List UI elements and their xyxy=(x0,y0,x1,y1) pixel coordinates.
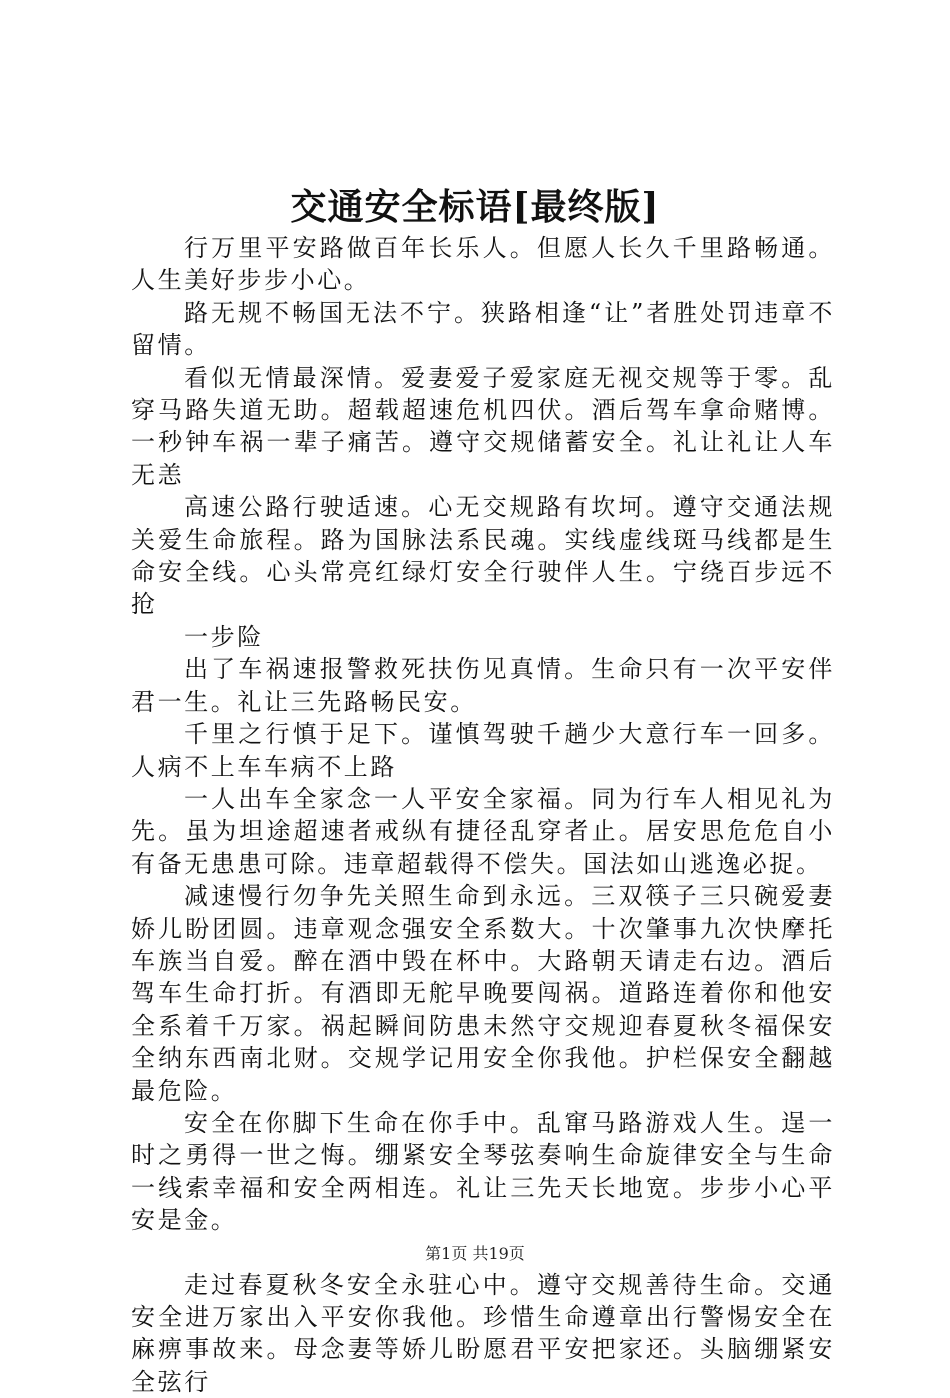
paragraph: 一步险 xyxy=(184,622,264,651)
document-title: 交通安全标语[最终版] xyxy=(290,186,660,228)
paragraph: 走过春夏秋冬安全永驻心中。遵守交规善待生命。交通安全进万家出入平安你我他。珍惜生命遵章出行警惕安全在麻痹事故来。母念妻等娇儿盼愿君平安把家还。头脑绷紧安全弦行 xyxy=(131,1270,835,1396)
document-body xyxy=(131,232,835,1398)
paragraph: 出了车祸速报警救死扶伤见真情。生命只有一次平安伴君一生。礼让三先路畅民安。 xyxy=(131,655,835,716)
paragraph: 减速慢行勿争先关照生命到永远。三双筷子三只碗爱妻娇儿盼团圆。违章观念强安全系数大。十次肇事九次快摩托车族当自爱。醉在酒中毁在杯中。大路朝天请走右边。酒后驾车生命打折。有酒即无舵早晚要闯祸。道路连着你和他安全系着千万家。祸起瞬间防患未然守交规迎春夏秋冬福保安全纳东西南北财。交规学记用安全你我他。护栏保安全翻越最危险。 xyxy=(131,882,835,1105)
paragraph: 路无规不畅国无法不宁。狭路相逢“让”者胜处罚违章不留情。 xyxy=(131,298,835,360)
paragraph: 看似无情最深情。爱妻爱子爱家庭无视交规等于零。乱穿马路失道无助。超载超速危机四伏。酒后驾车拿命赌博。一秒钟车祸一辈子痛苦。遵守交规储蓄安全。礼让礼让人车无恙 xyxy=(131,363,835,489)
paragraph: 千里之行慎于足下。谨慎驾驶千趟少大意行车一回多。人病不上车车病不上路 xyxy=(131,720,835,781)
paragraph: 安全在你脚下生命在你手中。乱窜马路游戏人生。逞一时之勇得一世之悔。绷紧安全琴弦奏响生命旋律安全与生命一线索幸福和安全两相连。礼让三先天长地宽。步步小心平安是金。 xyxy=(131,1108,835,1235)
page-footer: 第1页 共19页 xyxy=(425,1244,525,1263)
paragraph: 高速公路行驶适速。心无交规路有坎坷。遵守交通法规关爱生命旅程。路为国脉法系民魂。实线虚线斑马线都是生命安全线。心头常亮红绿灯安全行驶伴人生。宁绕百步远不抢 xyxy=(131,493,835,619)
paragraph: 一人出车全家念一人平安全家福。同为行车人相见礼为先。虽为坦途超速者戒纵有捷径乱穿者止。居安思危危自小有备无患患可除。违章超载得不偿失。国法如山逃逸必捉。 xyxy=(131,784,835,878)
paragraph: 行万里平安路做百年长乐人。但愿人长久千里路畅通。人生美好步步小心。 xyxy=(131,234,835,295)
